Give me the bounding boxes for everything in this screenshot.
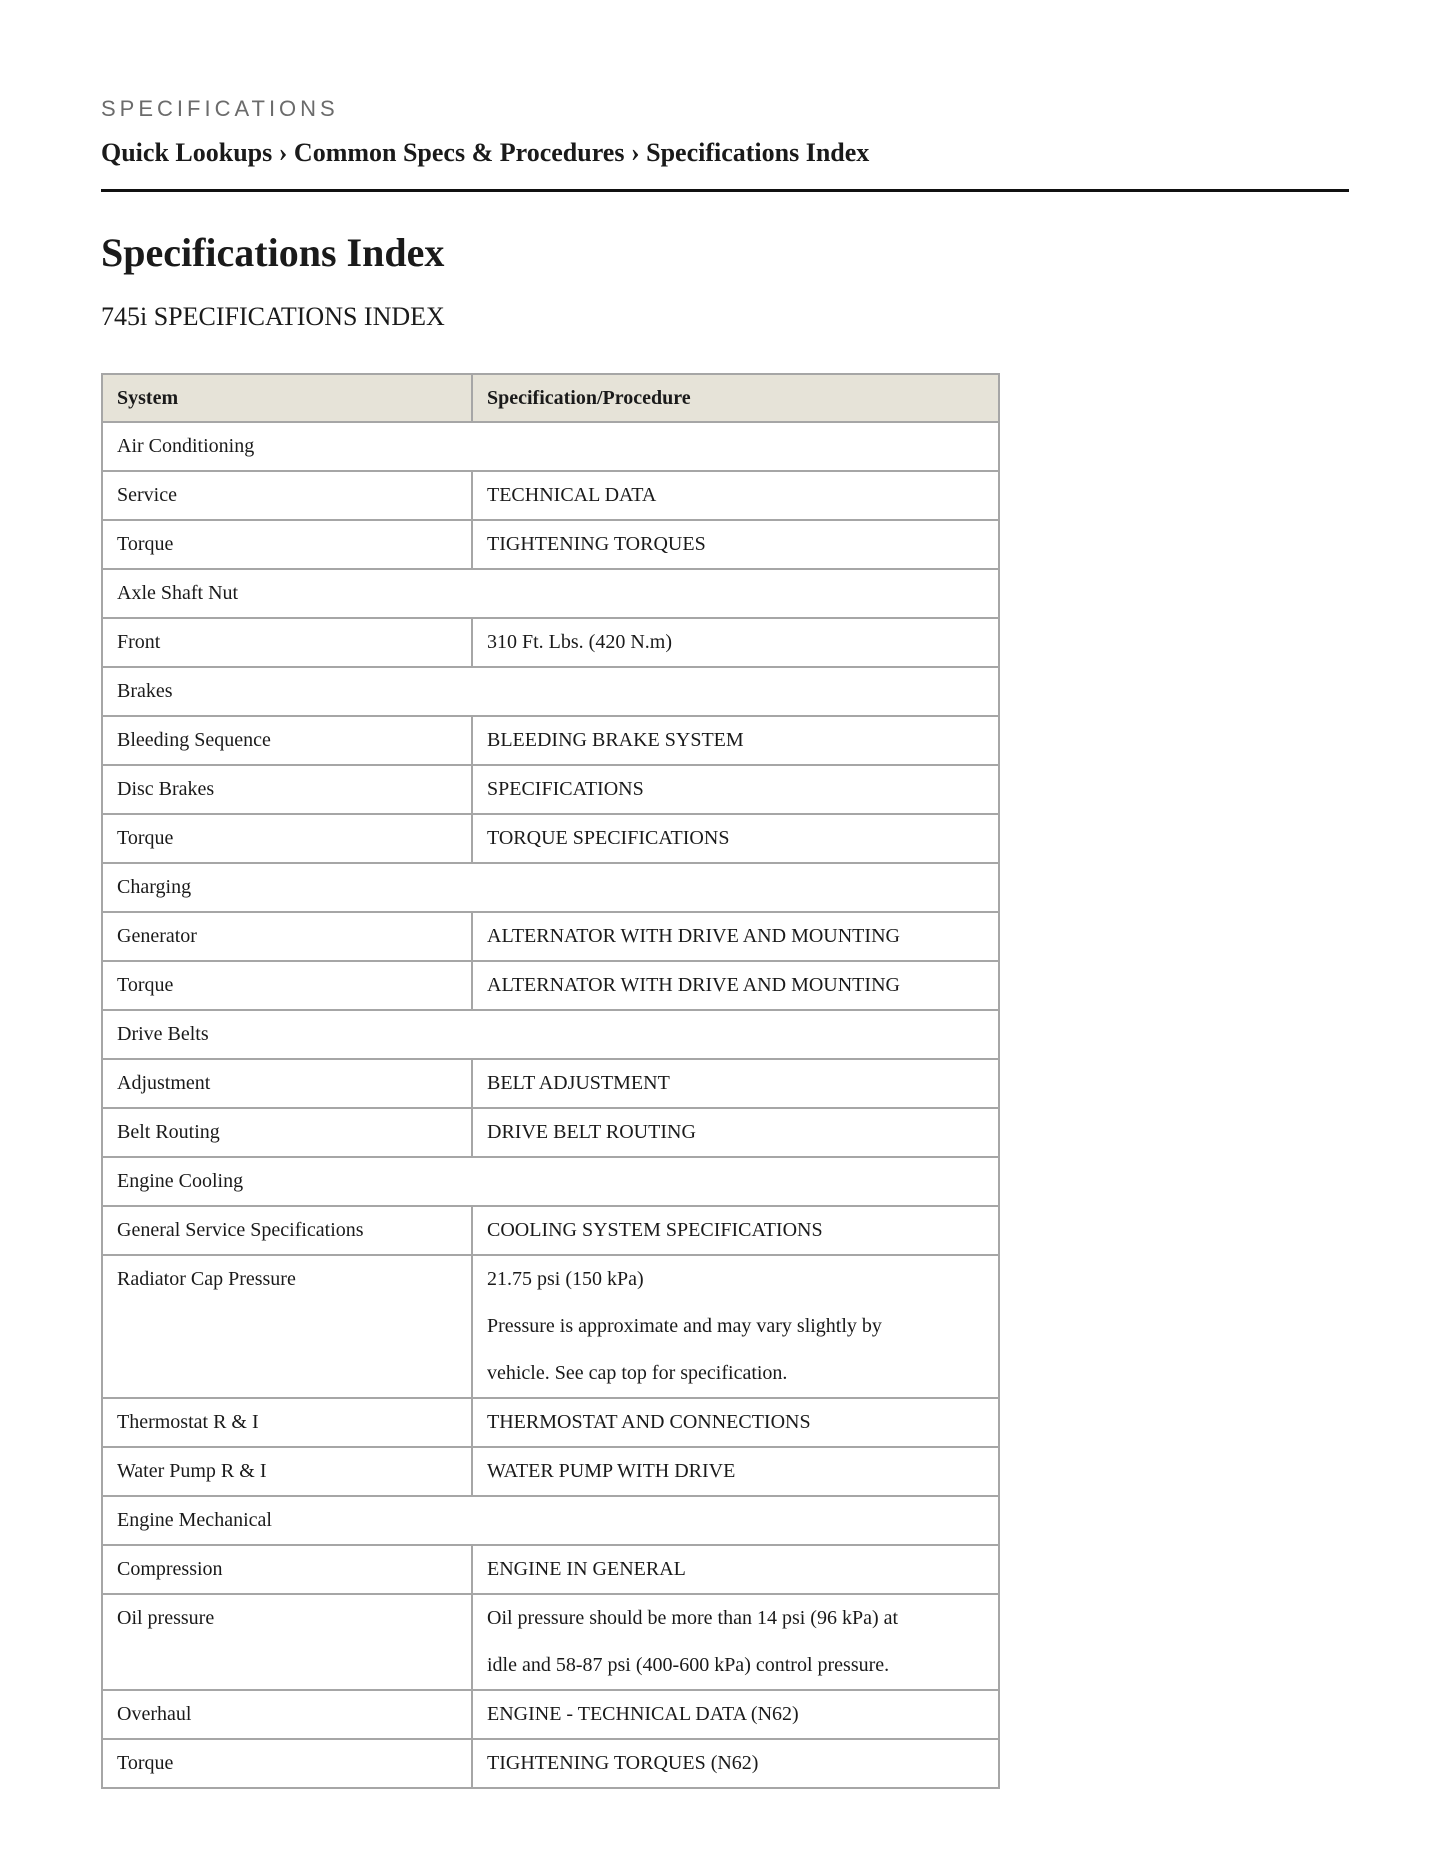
breadcrumb-current: Specifications Index (646, 138, 870, 167)
table-group-row (102, 1010, 999, 1059)
table-group-row (102, 569, 999, 618)
document-page (101, 95, 1349, 1789)
table-row (102, 1206, 999, 1255)
system-item: Radiator Cap Pressure (102, 1255, 472, 1398)
table-row (102, 618, 999, 667)
system-group-name: Engine Mechanical (102, 1496, 999, 1545)
table-row (102, 1398, 999, 1447)
specification-text: BLEEDING BRAKE SYSTEM (487, 729, 744, 751)
table-row (102, 1447, 999, 1496)
table-row (102, 1255, 999, 1398)
breadcrumb (101, 136, 1349, 170)
system-group-name: Air Conditioning (102, 422, 999, 471)
system-group-name: Engine Cooling (102, 1157, 999, 1206)
system-item: Disc Brakes (102, 765, 472, 814)
specification-cell (472, 1690, 999, 1739)
specification-text: 21.75 psi (150 kPa) (487, 1268, 644, 1290)
system-group-name: Drive Belts (102, 1010, 999, 1059)
page-subtitle: 745i SPECIFICATIONS INDEX (101, 302, 445, 331)
specification-text: idle and 58-87 psi (400-600 kPa) control pressure. (487, 1654, 890, 1676)
table-group-row (102, 422, 999, 471)
table-header-row (102, 374, 999, 422)
table-group-row (102, 863, 999, 912)
system-item: Thermostat R & I (102, 1398, 472, 1447)
system-item: Compression (102, 1545, 472, 1594)
specification-text: TECHNICAL DATA (487, 484, 657, 506)
system-item: Front (102, 618, 472, 667)
system-group-name: Brakes (102, 667, 999, 716)
system-item: Torque (102, 1739, 472, 1788)
specification-cell (472, 814, 999, 863)
column-header-spec: Specification/Procedure (472, 374, 999, 422)
table-row (102, 912, 999, 961)
specification-text: THERMOSTAT AND CONNECTIONS (487, 1411, 811, 1433)
specification-cell (472, 765, 999, 814)
specification-text: 310 Ft. Lbs. (420 N.m) (487, 631, 672, 653)
specification-cell (472, 912, 999, 961)
breadcrumb-separator: › (630, 138, 640, 167)
table-row (102, 520, 999, 569)
specification-cell (472, 1545, 999, 1594)
specification-text: Oil pressure should be more than 14 psi (96 kPa) at (487, 1607, 899, 1629)
specification-text: ALTERNATOR WITH DRIVE AND MOUNTING (487, 925, 900, 947)
system-item: General Service Specifications (102, 1206, 472, 1255)
specification-cell (472, 1206, 999, 1255)
table-row (102, 765, 999, 814)
system-item: Adjustment (102, 1059, 472, 1108)
system-item: Service (102, 471, 472, 520)
specification-cell (472, 471, 999, 520)
system-item: Torque (102, 814, 472, 863)
breadcrumb-separator: › (278, 138, 288, 167)
specifications-table (101, 373, 1000, 1789)
specification-text: COOLING SYSTEM SPECIFICATIONS (487, 1219, 823, 1241)
breadcrumb-quick-lookups[interactable]: Quick Lookups (101, 138, 273, 167)
system-item: Bleeding Sequence (102, 716, 472, 765)
page-title: Specifications Index (101, 230, 445, 275)
table-row (102, 1545, 999, 1594)
table-row (102, 1108, 999, 1157)
table-row (102, 471, 999, 520)
table-row (102, 1059, 999, 1108)
specification-cell (472, 716, 999, 765)
specification-text: BELT ADJUSTMENT (487, 1072, 670, 1094)
specification-text: ENGINE - TECHNICAL DATA (N62) (487, 1703, 799, 1725)
specification-text: TORQUE SPECIFICATIONS (487, 827, 730, 849)
specification-cell (472, 1059, 999, 1108)
table-row (102, 1739, 999, 1788)
system-item: Oil pressure (102, 1594, 472, 1690)
specification-text: WATER PUMP WITH DRIVE (487, 1460, 736, 1482)
table-group-row (102, 1496, 999, 1545)
table-row (102, 716, 999, 765)
specification-cell (472, 618, 999, 667)
table-row (102, 814, 999, 863)
specification-cell (472, 961, 999, 1010)
table-group-row (102, 667, 999, 716)
specification-text: DRIVE BELT ROUTING (487, 1121, 696, 1143)
system-item: Generator (102, 912, 472, 961)
specification-text: ENGINE IN GENERAL (487, 1558, 686, 1580)
specification-cell (472, 1398, 999, 1447)
system-item: Water Pump R & I (102, 1447, 472, 1496)
table-row (102, 1690, 999, 1739)
specification-cell (472, 1594, 999, 1690)
specification-text: Pressure is approximate and may vary slightly by (487, 1315, 882, 1337)
system-item: Overhaul (102, 1690, 472, 1739)
table-row (102, 961, 999, 1010)
system-group-name: Charging (102, 863, 999, 912)
system-item: Torque (102, 520, 472, 569)
specification-text: TIGHTENING TORQUES (N62) (487, 1752, 759, 1774)
specification-text: vehicle. See cap top for specification. (487, 1362, 788, 1384)
specification-cell (472, 1108, 999, 1157)
system-group-name: Axle Shaft Nut (102, 569, 999, 618)
column-header-system: System (102, 374, 472, 422)
section-kicker: SPECIFICATIONS (101, 96, 339, 121)
specification-cell (472, 520, 999, 569)
header-divider (101, 189, 1349, 192)
table-row (102, 1594, 999, 1690)
specification-cell (472, 1447, 999, 1496)
table-body (102, 422, 999, 1788)
specification-cell (472, 1739, 999, 1788)
system-item: Torque (102, 961, 472, 1010)
specification-text: SPECIFICATIONS (487, 778, 644, 800)
breadcrumb-common-specs[interactable]: Common Specs & Procedures (293, 138, 625, 167)
table-group-row (102, 1157, 999, 1206)
specification-cell (472, 1255, 999, 1398)
system-item: Belt Routing (102, 1108, 472, 1157)
specification-text: TIGHTENING TORQUES (487, 533, 706, 555)
specification-text: ALTERNATOR WITH DRIVE AND MOUNTING (487, 974, 900, 996)
